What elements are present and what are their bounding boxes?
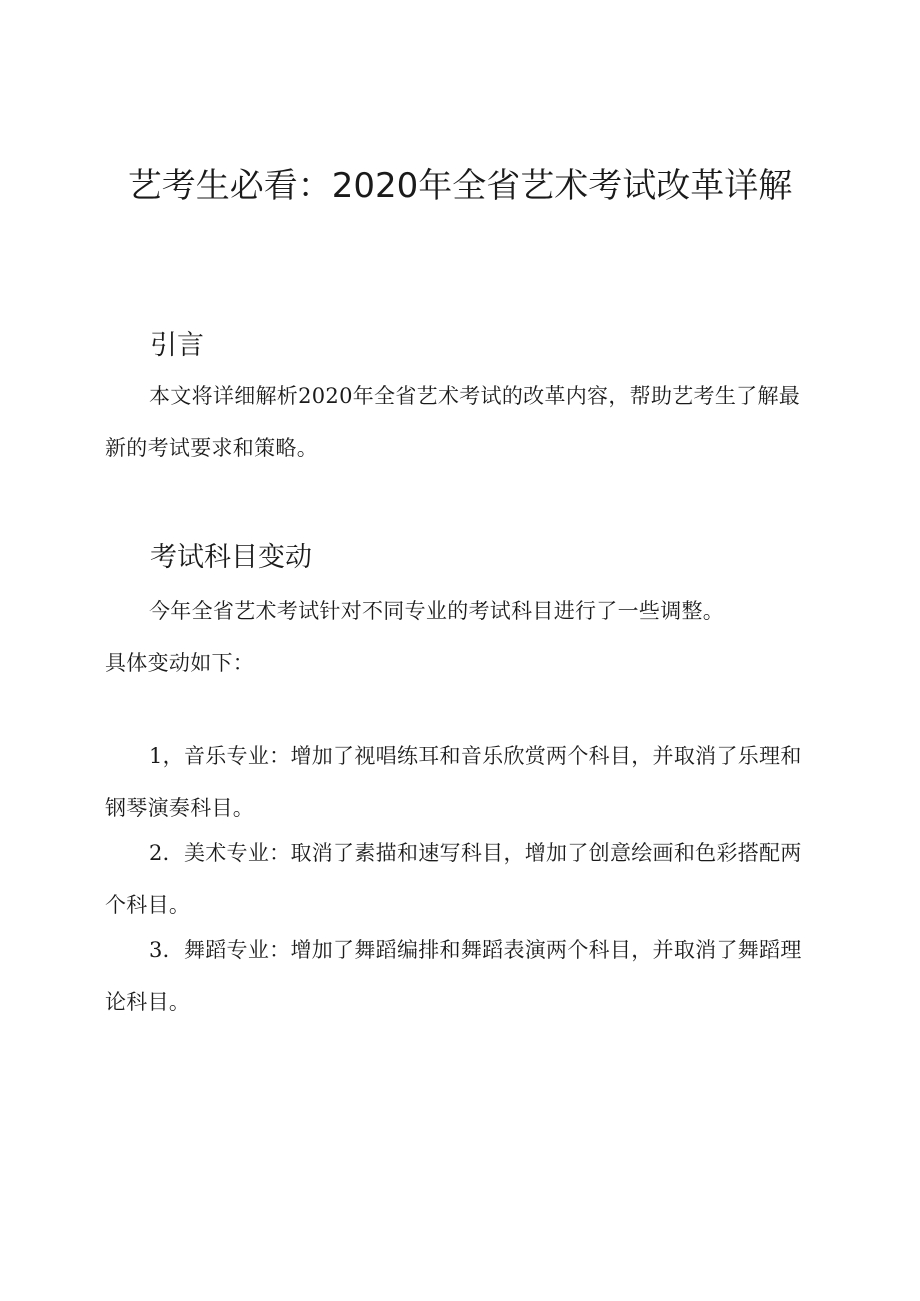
changes-paragraph-followup: 具体变动如下： — [105, 651, 255, 675]
document-title: 艺考生必看：2020年全省艺术考试改革详解 — [127, 166, 793, 206]
list-item-music: 1，音乐专业：增加了视唱练耳和音乐欣赏两个科目，并取消了乐理和钢琴演奏科目。 — [105, 744, 802, 820]
section-heading-subject-changes: 考试科目变动 — [150, 542, 312, 573]
changes-paragraph: 今年全省艺术考试针对不同专业的考试科目进行了一些调整。 — [149, 599, 725, 623]
intro-paragraph: 本文将详细解析2020年全省艺术考试的改革内容，帮助艺考生了解最新的考试要求和策略。 — [105, 384, 801, 460]
list-item-dance: 3．舞蹈专业：增加了舞蹈编排和舞蹈表演两个科目，并取消了舞蹈理论科目。 — [105, 938, 802, 1014]
section-heading-intro: 引言 — [150, 330, 204, 361]
list-item-art: 2．美术专业：取消了素描和速写科目，增加了创意绘画和色彩搭配两个科目。 — [105, 841, 802, 917]
